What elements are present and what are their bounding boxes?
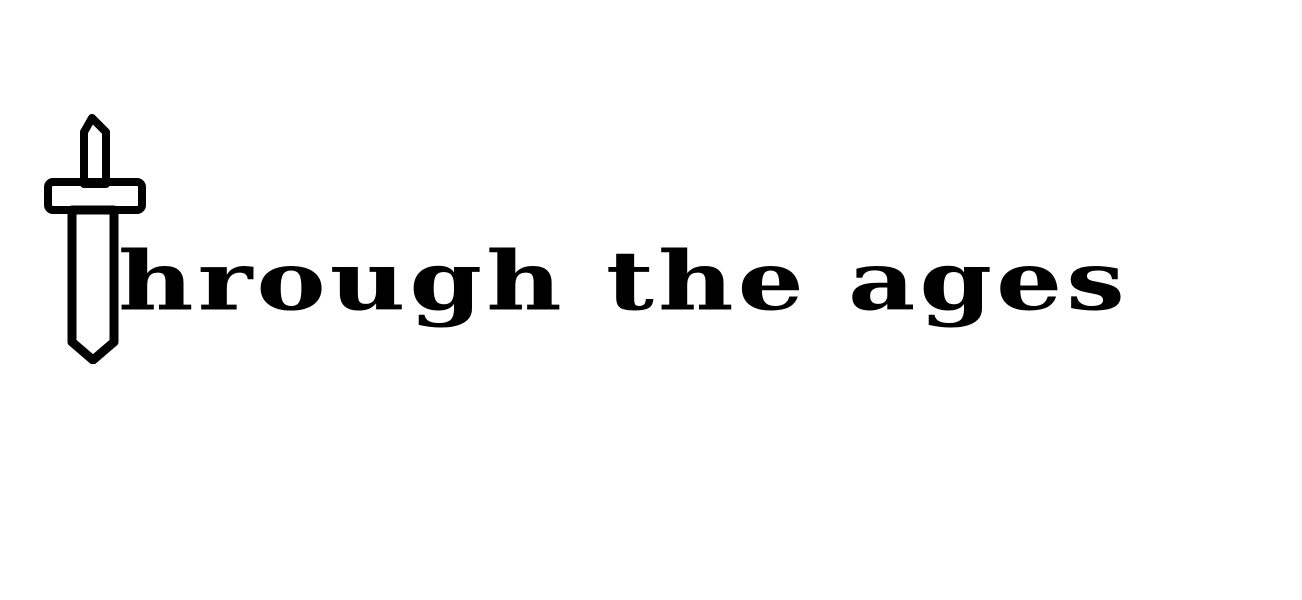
logo-title xyxy=(118,227,1129,336)
logo-title-text: hrough the ages xyxy=(118,233,1129,329)
